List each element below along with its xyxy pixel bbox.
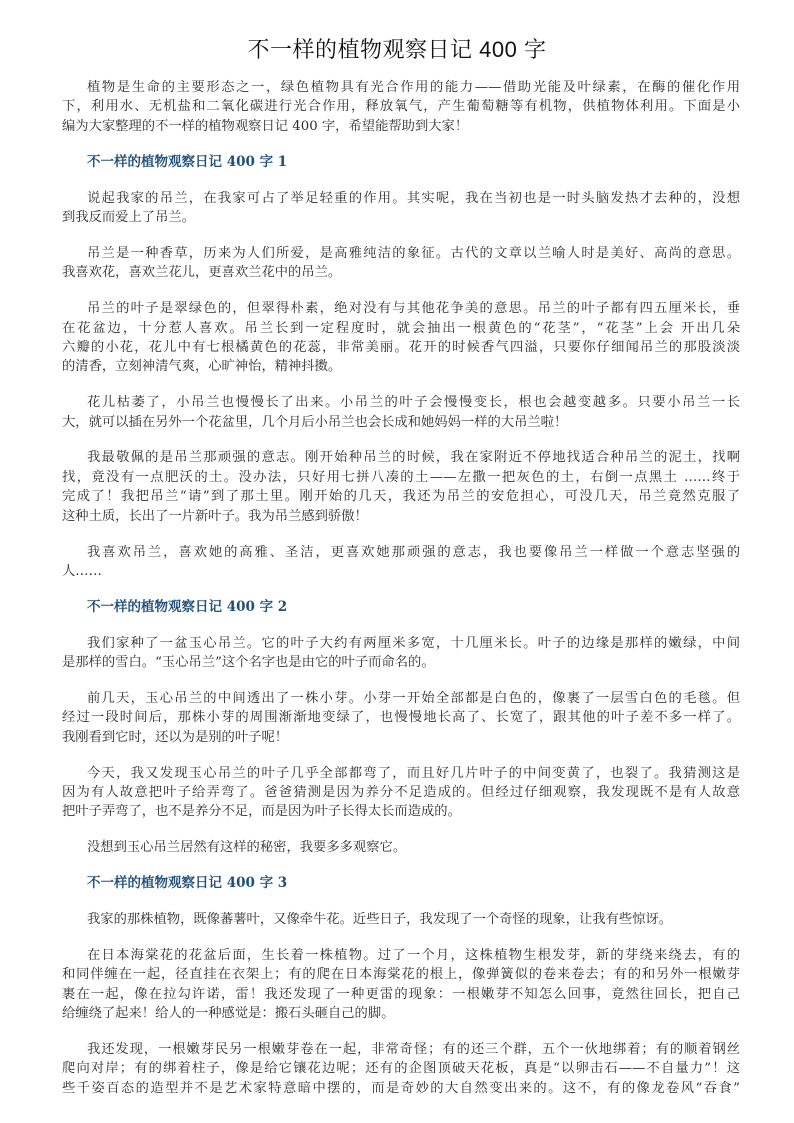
paragraph-line: 在日本海棠花的花盆后面，生长着一株植物。过了一个月，这株植物生根发芽，新的芽绕来绕去，有的: [87, 948, 740, 963]
heading-text: 不一样的植物观察日记 400 字 3: [87, 875, 288, 892]
heading-text: 不一样的植物观察日记 400 字 2: [87, 598, 288, 615]
paragraph-line: 大，就可以插在另外一个花盆里，几个月后小吊兰也会长成和她妈妈一样的大吊兰啦！: [62, 414, 568, 430]
paragraph-line: 我们家种了一盆玉心吊兰。它的叶子大约有两厘米多宽，十几厘米长。叶子的边缘是那样的嫩绿，中间: [87, 635, 740, 651]
paragraph-line: 我喜欢花，喜欢兰花儿，更喜欢兰花中的吊兰。: [62, 265, 342, 281]
paragraph-line: 吊兰的叶子是翠绿色的，但翠得朴素，绝对没有与其他花争美的意思。吊兰的叶子都有四五厘米长，垂: [87, 301, 740, 317]
paragraph-line: 这种土质，长出了一片新叶子。我为吊兰感到骄傲！: [62, 508, 368, 524]
paragraph: [62, 244, 740, 283]
document-title: 不一样的植物观察日记 400 字: [247, 37, 547, 62]
paragraph-line: 的清香，立刻神清气爽，心旷神怡，精神抖擞。: [62, 359, 342, 375]
paragraph-line: 爬向对岸；有的绑着柱子，像是给它镶花边呢；还有的企图顶破天花板，真是“以卵击石——不自量力”！这: [62, 1061, 740, 1077]
paragraph: [62, 764, 740, 822]
paragraph-line: 说起我家的吊兰，在我家可占了举足轻重的作用。其实呢，我在当初也是一时头脑发热才去种的，没想: [87, 190, 740, 206]
section-heading: [62, 598, 740, 617]
paragraph: [62, 838, 740, 857]
paragraph-line: 我家的那株植物，既像蕃薯叶，又像牵牛花。近些日子，我发现了一个奇怪的现象，让我有些惊讶。: [87, 912, 673, 928]
paragraph-line: 编为大家整理的不一样的植物观察日记 400 字，希望能帮助到大家！: [62, 118, 469, 134]
paragraph: [62, 634, 740, 673]
paragraph-line: 到我反而爱上了吊兰。: [62, 209, 195, 225]
paragraph-line: 经过一段时间后，那株小芽的周围渐渐地变绿了，也慢慢地长高了、长宽了，跟其他的叶子差不多一样了。: [62, 710, 740, 726]
paragraph-line: 今天，我又发现玉心吊兰的叶子几乎全部都弯了，而且好几片叶子的中间变黄了，也裂了。我猜测这是: [87, 765, 740, 781]
paragraph-line: 因为有人故意把叶子给弄弯了。爸爸猜测是因为养分不足造成的。但经过仔细观察，我发现既不是有人故意: [62, 785, 740, 801]
paragraph-line: 没想到玉心吊兰居然有这样的秘密，我要多多观察它。: [87, 840, 407, 856]
paragraph-line: 下，利用水、无机盐和二氧化碳进行光合作用，释放氧气，产生葡萄糖等有机物，供植物体利用。下面是小: [62, 99, 740, 115]
paragraph-line: 吊兰是一种香草，历来为人们所爱，是高雅纯洁的象征。古代的文章以兰喻人时是美好、高尚的意思。: [87, 245, 740, 261]
paragraph-line: 花儿枯萎了，小吊兰也慢慢长了出来。小吊兰的叶子会慢慢变长，根也会越变越多。只要小吊兰一长: [87, 395, 740, 411]
paragraph: [62, 299, 740, 377]
paragraph: [62, 910, 740, 929]
paragraph: [62, 78, 740, 136]
paragraph-line: 裹在一起，像在拉勾许诺，雷！我还发现了一种更雷的现象：一根嫩芽不知怎么回事，竟然往回长，把自己: [62, 986, 740, 1002]
paragraph: [62, 189, 740, 228]
section-heading: [62, 153, 740, 172]
paragraph: [62, 689, 740, 747]
paragraph-line: 人……: [62, 563, 102, 579]
paragraph-line: 完成了！我把吊兰“请”到了那土里。刚开始的几天，我还为吊兰的安危担心，可没几天，吊兰竟然克服了: [62, 489, 740, 505]
paragraph-line: 我还发现，一根嫩芽民另一根嫩芽卷在一起，非常奇怪；有的还三个群，五个一伙地绑着；有的顺着钢丝: [87, 1042, 740, 1058]
paragraph-line: 在花盆边，十分惹人喜欢。吊兰长到一定程度时，就会抽出一根黄色的“花茎”，“花茎”上会 开出几朵: [62, 320, 740, 336]
paragraph-line: 我最敬佩的是吊兰那顽强的意志。刚开始种吊兰的时候，我在家附近不停地找适合种吊兰的泥土，找啊: [87, 450, 740, 466]
paragraph-line: 前几天，玉心吊兰的中间透出了一株小芽。小芽一开始全部都是白色的，像裹了一层雪白色的毛毯。但: [87, 690, 740, 706]
paragraph: [62, 543, 740, 582]
paragraph-line: 些千姿百态的造型并不是艺术家特意暗中摆的，而是奇妙的大自然变出来的。这不，有的像龙卷风“吞食”: [62, 1080, 740, 1096]
paragraph: [62, 448, 740, 526]
paragraph-line: 把叶子弄弯了，也不是养分不足，而是因为叶子长得太长而造成的。: [62, 804, 461, 820]
paragraph-line: 找，竟没有一点肥沃的土。没办法，只好用七拼八凑的土——左撒一把灰色的土，右倒一点黑土 ……终于: [62, 469, 740, 485]
paragraph-line: 是那样的雪白。“玉心吊兰”这个名字也是由它的叶子而命名的。: [62, 655, 435, 671]
document-body: [62, 78, 740, 1115]
paragraph-line: 六瓣的小花，花儿中有七根橘黄色的花蕊，非常美丽。花开的时候香气四溢，只要你仔细闻吊兰的那股淡淡: [62, 339, 740, 355]
paragraph-line: 植物是生命的主要形态之一，绿色植物具有光合作用的能力——借助光能及叶绿素，在酶的催化作用: [87, 80, 740, 95]
paragraph: [62, 946, 740, 1024]
paragraph-line: 我喜欢吊兰，喜欢她的高雅、圣洁，更喜欢她那顽强的意志，我也要像吊兰一样做一个意志坚强的: [87, 544, 740, 560]
paragraph: [62, 1040, 740, 1098]
section-heading: [62, 874, 740, 893]
paragraph-line: 给缠绕了起来！给人的一种感觉是：搬石头砸自己的脚。: [62, 1006, 395, 1022]
paragraph: [62, 393, 740, 432]
paragraph-line: 我刚看到它时，还以为是别的叶子呢！: [62, 729, 289, 745]
heading-text: 不一样的植物观察日记 400 字 1: [87, 153, 288, 170]
paragraph-line: 和同伴缠在一起，径直挂在衣架上；有的爬在日本海棠花的根上，像弹簧似的卷来卷去；有的和另外一根嫩芽: [62, 967, 740, 983]
